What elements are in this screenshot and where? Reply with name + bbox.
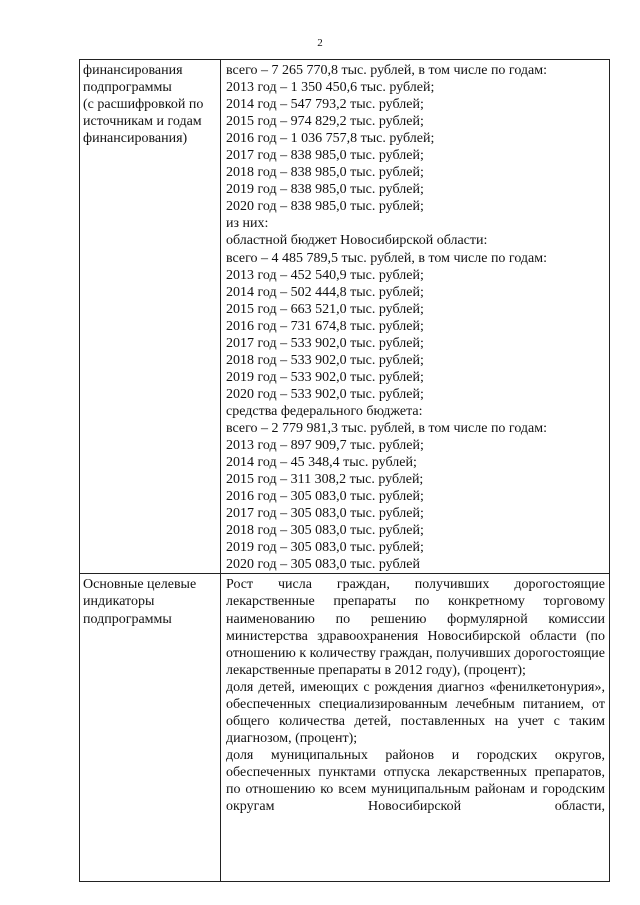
federal-budget-year-line: 2018 год – 305 083,0 тыс. рублей;	[226, 523, 424, 539]
indicator-paragraph: Рост числа граждан, получивших дорогостоящие лекарственные препараты по конкретному торговому наименованию по решению формулярной комиссии министерства здравоохранения Новосибирской области (по отношению к количеству граждан, получивших дорогостоящие лекарственные препараты в 2012 году), (процент);	[226, 577, 605, 678]
federal-budget-year-line: 2017 год – 305 083,0 тыс. рублей;	[226, 506, 424, 522]
regional-budget-total-line: всего – 4 485 789,5 тыс. рублей, в том числе по годам:	[226, 250, 548, 266]
federal-budget-year-line: 2014 год – 45 348,4 тыс. рублей;	[226, 455, 417, 471]
page-number: 2	[317, 37, 323, 49]
financing-year-line: 2020 год – 838 985,0 тыс. рублей;	[226, 199, 424, 215]
subprogram-passport-table	[79, 59, 610, 882]
financing-year-line: 2013 год – 1 350 450,6 тыс. рублей;	[226, 80, 435, 96]
indicators-label-cell	[80, 574, 221, 882]
regional-budget-year-line: 2013 год – 452 540,9 тыс. рублей;	[226, 267, 424, 283]
indicator-paragraph: доля детей, имеющих с рождения диагноз «фенилкетонурия», обеспеченных специализированным лечебным питанием, от общего количества детей, поставленных на учет с таким диагнозом, (процент);	[226, 679, 605, 746]
regional-budget-year-line: 2015 год – 663 521,0 тыс. рублей;	[226, 301, 424, 317]
financing-subheading: из них:	[226, 216, 269, 232]
financing-year-line: 2018 год – 838 985,0 тыс. рублей;	[226, 165, 424, 181]
federal-budget-year-line: 2019 год – 305 083,0 тыс. рублей;	[226, 540, 424, 556]
financing-label-line: подпрограммы	[83, 80, 172, 96]
federal-budget-year-line: 2020 год – 305 083,0 тыс. рублей	[226, 557, 420, 573]
financing-total-line: всего – 7 265 770,8 тыс. рублей, в том числе по годам:	[226, 63, 548, 78]
federal-budget-year-line: 2015 год – 311 308,2 тыс. рублей;	[226, 472, 424, 488]
regional-budget-year-line: 2019 год – 533 902,0 тыс. рублей;	[226, 369, 424, 385]
financing-label-line: (с расшифровкой по	[83, 97, 204, 113]
federal-budget-total-line: всего – 2 779 981,3 тыс. рублей, в том числе по годам:	[226, 420, 548, 436]
regional-budget-heading: областной бюджет Новосибирской области:	[226, 233, 488, 249]
federal-budget-year-line: 2016 год – 305 083,0 тыс. рублей;	[226, 489, 424, 505]
indicators-value-cell	[221, 574, 610, 882]
financing-year-line: 2017 год – 838 985,0 тыс. рублей;	[226, 148, 424, 164]
financing-label-line: финансирования	[83, 63, 183, 78]
regional-budget-year-line: 2020 год – 533 902,0 тыс. рублей;	[226, 386, 424, 402]
indicators-row	[80, 574, 610, 882]
indicators-label-line: индикаторы	[83, 594, 155, 610]
regional-budget-year-line: 2014 год – 502 444,8 тыс. рублей;	[226, 284, 424, 300]
financing-year-line: 2019 год – 838 985,0 тыс. рублей;	[226, 182, 424, 198]
financing-label-cell	[80, 60, 221, 574]
financing-label-line: источникам и годам	[83, 114, 202, 130]
indicators-label-line: подпрограммы	[83, 611, 172, 627]
regional-budget-year-line: 2016 год – 731 674,8 тыс. рублей;	[226, 318, 424, 334]
financing-year-line: 2014 год – 547 793,2 тыс. рублей;	[226, 97, 424, 113]
financing-year-line: 2015 год – 974 829,2 тыс. рублей;	[226, 114, 424, 130]
indicators-label-line: Основные целевые	[83, 577, 197, 593]
financing-row	[80, 60, 610, 574]
federal-budget-year-line: 2013 год – 897 909,7 тыс. рублей;	[226, 438, 424, 454]
indicator-paragraph: доля муниципальных районов и городских округов, обеспеченных пунктами отпуска лекарственных препаратов, по отношению ко всем муниципальным районам и городским округам Новосибирской области,	[226, 747, 605, 815]
regional-budget-year-line: 2018 год – 533 902,0 тыс. рублей;	[226, 352, 424, 368]
regional-budget-year-line: 2017 год – 533 902,0 тыс. рублей;	[226, 335, 424, 351]
financing-year-line: 2016 год – 1 036 757,8 тыс. рублей;	[226, 131, 435, 147]
financing-label-line: финансирования)	[83, 131, 188, 147]
financing-value-cell	[221, 60, 610, 574]
federal-budget-heading: средства федерального бюджета:	[226, 403, 423, 419]
